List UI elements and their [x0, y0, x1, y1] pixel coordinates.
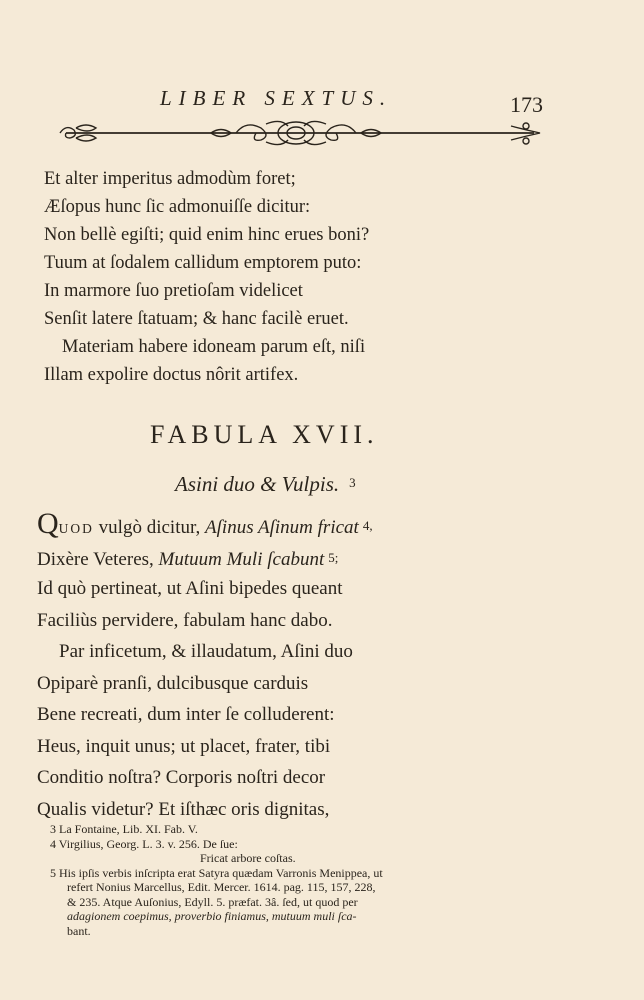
verse-line: [37, 542, 373, 574]
footnote: 5 His ipſis verbis inſcripta erat Satyra quædam Varronis Menippea, ut: [50, 865, 383, 880]
drop-cap: Q: [37, 507, 59, 540]
verse-line: Bene recreati, dum inter ſe colluderent:: [37, 704, 335, 725]
verse-line: Par inficetum, & illaudatum, Aſini duo: [59, 641, 353, 662]
footnote-ref: 5;: [328, 549, 339, 565]
verse-text: vulgò dicitur,: [93, 517, 206, 538]
fable-title-text: Asini duo & Vulpis.: [175, 472, 340, 496]
footnote-ref: 4,: [362, 518, 373, 533]
verse-line: In marmore ſuo pretioſam videlicet: [44, 281, 303, 301]
fable-title: [175, 472, 356, 497]
verse-line: Conditio noſtra? Corporis noſtri decor: [37, 767, 326, 788]
footnote: 3 La Fontaine, Lib. XI. Fab. V.: [50, 822, 198, 836]
footnote-continuation: bant.: [67, 923, 91, 938]
footnote-continuation: refert Nonius Marcellus, Edit. Mercer. 1614. pag. 115, 157, 228,: [67, 880, 376, 894]
running-head: LIBER SEXTUS.: [160, 86, 393, 110]
verse-line: Et alter imperitus admodùm foret;: [44, 169, 296, 189]
fable-verse: [37, 507, 373, 825]
ornament-divider: [56, 116, 546, 150]
footnote-continuation: adagionem coepimus, proverbio finiamus, mutuum muli ſca-: [67, 909, 357, 923]
footnote-continuation: & 235. Atque Auſonius, Edyll. 5. præfat. 3â. ſed, ut quod per: [67, 894, 358, 909]
verse-line: Æſopus hunc ſic admonuiſſe dicitur:: [44, 197, 311, 217]
small-caps: UOD: [58, 521, 94, 536]
verse-line: Qualis videtur? Et iſthæc oris dignitas,: [37, 798, 330, 820]
verse-line: Opiparè pranſi, dulcibusque carduis: [37, 672, 309, 694]
verse-line: Non bellè egiſti; quid enim hinc erues boni?: [44, 225, 370, 245]
verse-line: Heus, inquit unus; ut placet, frater, tibi: [37, 735, 331, 757]
verse-italic: Aſinus Aſinum fricat: [205, 517, 359, 538]
fable-heading: FABULA XVII.: [150, 420, 379, 449]
verse-line: Tuum at ſodalem callidum emptorem puto:: [44, 253, 362, 273]
verse-italic: Mutuum Muli ſcabunt: [158, 548, 325, 570]
verse-text: Dixère Veteres,: [37, 548, 159, 570]
footnote-ref: 3: [349, 475, 356, 490]
verse-line: Materiam habere idoneam parum eſt, niſi: [62, 337, 366, 357]
verse-line: Faciliùs pervidere, fabulam hanc dabo.: [37, 609, 333, 631]
verse-line: Senſit latere ſtatuam; & hanc facilè eruet.: [44, 309, 349, 329]
footnote: 4 Virgilius, Georg. L. 3. v. 256. De ſue:: [50, 836, 238, 851]
page-number: 173: [510, 92, 543, 117]
footnotes: [50, 822, 560, 938]
verse-continuation: [44, 165, 369, 389]
footnote-quote: Fricat arbore coſtas.: [200, 851, 296, 865]
verse-line: Illam expolire doctus nôrit artifex.: [44, 365, 299, 385]
verse-line: Id quò pertineat, ut Aſini bipedes queant: [37, 578, 343, 599]
verse-line: [37, 507, 373, 542]
